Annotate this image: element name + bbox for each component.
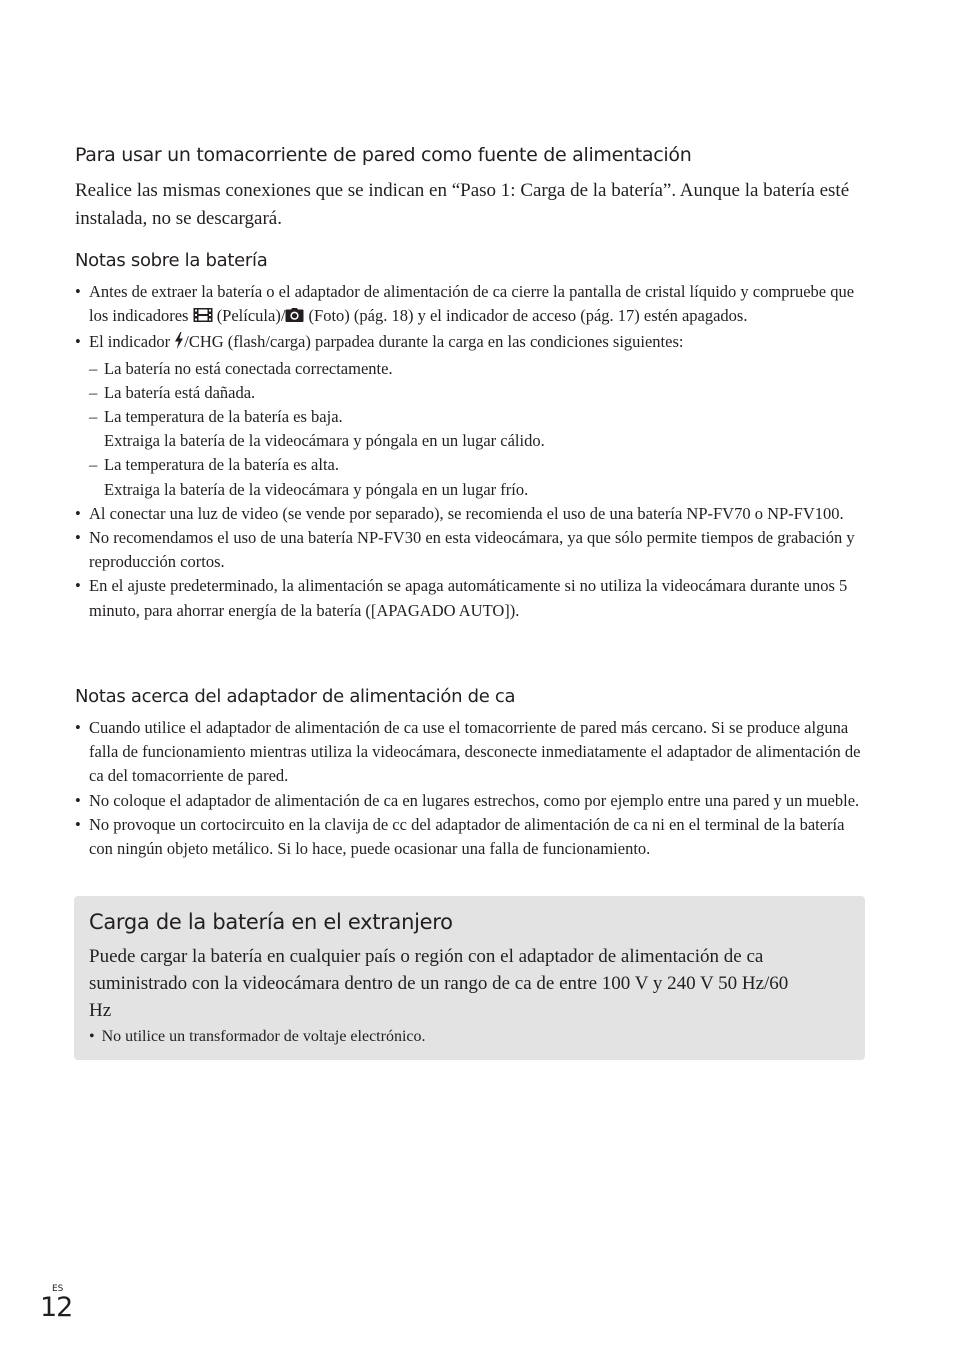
- page-number: 12: [40, 1292, 73, 1323]
- bullet: •: [89, 1028, 95, 1045]
- bullet: •: [75, 282, 81, 301]
- charging-abroad-box: [74, 896, 865, 1060]
- list-item: • No provoque un cortocircuito en la clavija de cc del adaptador de alimentación de ca ni en el terminal de la batería con ningún objeto metálico. Si lo hace, puede ocasionar una falla de funcionamiento.: [75, 814, 845, 859]
- charging-abroad-title: Carga de la batería en el extranjero: [89, 910, 453, 934]
- bullet: •: [75, 790, 81, 810]
- bullet: •: [75, 503, 81, 523]
- charge-conditions-list: [89, 357, 865, 502]
- list-item: • En el ajuste predeterminado, la alimentación se apaga automáticamente si no utiliza la videocámara durante unos 5 minuto, para ahorrar energía de la batería ([APAGADO AUTO]).: [75, 576, 848, 620]
- sub-list-item: – La temperatura de la batería es baja. Extraiga la batería de la videocámara y póngala en un lugar cálido.: [89, 407, 545, 451]
- language-tag: ES: [52, 1284, 64, 1294]
- sub-list-item: – La temperatura de la batería es alta. Extraiga la batería de la videocámara y póngala en un lugar frío.: [89, 455, 529, 499]
- list-item: • El indicador /CHG (flash/carga) parpadea durante la carga en las condiciones siguientes: – La batería no está conectada correctamente. – La batería está dañada. – La temperatura de la batería es baja. Extraiga la batería de la videocámara y póngala en un lugar cálido. – La temperatura de la batería es alta. Extraiga la batería de la videocámara y póngala en un lugar frío.: [75, 330, 865, 501]
- bullet: •: [75, 814, 81, 834]
- intro-paragraph: Realice las mismas conexiones que se indican en “Paso 1: Carga de la batería”. Aunque la batería esté instalada, no se descargará.: [75, 180, 850, 229]
- movie-icon: [193, 306, 213, 330]
- flash-icon: [174, 332, 184, 356]
- battery-notes-list: [75, 280, 865, 623]
- sub-list-item: – La batería está dañada.: [89, 382, 256, 402]
- camera-icon: [285, 306, 304, 330]
- bullet: •: [75, 718, 81, 737]
- charging-abroad-note: • No utilice un transformador de voltaje electrónico.: [89, 1028, 426, 1045]
- charging-abroad-text: Puede cargar la batería en cualquier país o región con el adaptador de alimentación de ca suministrado con la videocámara dentro de un rango de ca de entre 100 V y 240 V 50 Hz/60 Hz: [89, 946, 789, 1021]
- bullet: •: [75, 576, 81, 596]
- adapter-notes-list: [75, 716, 865, 861]
- bullet: •: [75, 528, 81, 548]
- list-item: • No coloque el adaptador de alimentación de ca en lugares estrechos, como por ejemplo entre una pared y un mueble.: [75, 789, 865, 813]
- battery-notes-heading: Notas sobre la batería: [75, 250, 268, 271]
- adapter-notes-heading: Notas acerca del adaptador de alimentación de ca: [75, 686, 516, 707]
- bullet: •: [75, 332, 81, 352]
- list-item: • Antes de extraer la batería o el adaptador de alimentación de ca cierre la pantalla de cristal líquido y compruebe que los indicadores (Película)/ (Foto) (pág. 18) y el indicador de acceso (pág. 17) estén apagados.: [75, 280, 865, 330]
- section-heading-wall-outlet: Para usar un tomacorriente de pared como fuente de alimentación: [75, 144, 692, 166]
- list-item: • No recomendamos el uso de una batería NP-FV30 en esta videocámara, ya que sólo permite tiempos de grabación y reproducción cortos.: [75, 528, 855, 572]
- list-item: • Al conectar una luz de video (se vende por separado), se recomienda el uso de una batería NP-FV70 o NP-FV100.: [75, 502, 865, 526]
- list-item: • Cuando utilice el adaptador de alimentación de ca use el tomacorriente de pared más cercano. Si se produce alguna falla de funcionamiento mientras utiliza la videocámara, desconecte inmediatamente el adaptador de alimentación de ca del tomacorriente de pared.: [75, 718, 861, 786]
- sub-list-item: – La batería no está conectada correctamente.: [89, 358, 393, 378]
